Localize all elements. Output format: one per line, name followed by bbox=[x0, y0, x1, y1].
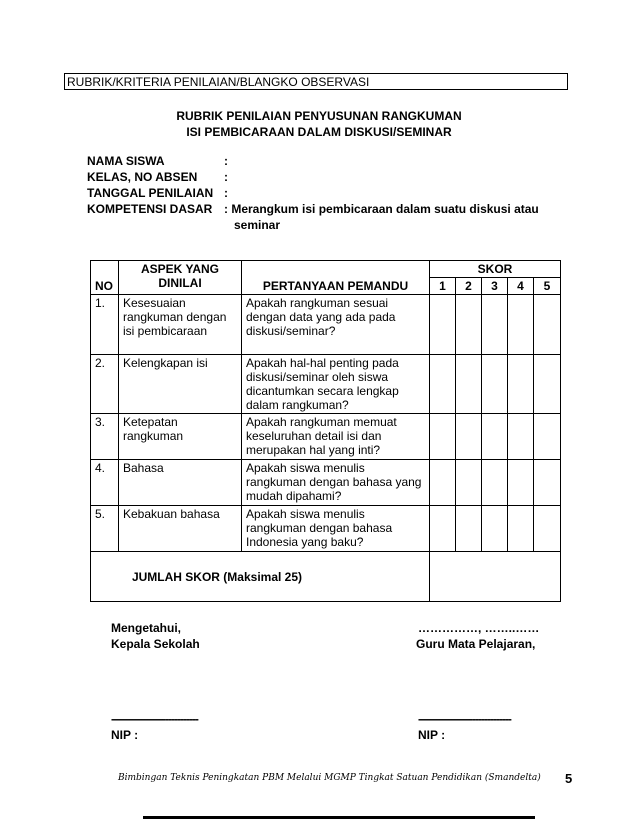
nama-siswa-label: NAMA SISWA bbox=[87, 154, 165, 168]
score-cell[interactable] bbox=[482, 460, 508, 506]
score-cell[interactable] bbox=[482, 506, 508, 552]
score-cell[interactable] bbox=[534, 355, 561, 414]
header-score-3: 3 bbox=[482, 278, 508, 295]
kelas-label: KELAS, NO ABSEN bbox=[87, 170, 198, 184]
place-date: ……………, ……..…… bbox=[418, 621, 540, 635]
header-score-4: 4 bbox=[508, 278, 534, 295]
score-cell[interactable] bbox=[508, 295, 534, 355]
score-cell[interactable] bbox=[430, 460, 456, 506]
row-aspek: Ketepatan rangkuman bbox=[119, 414, 242, 460]
score-cell[interactable] bbox=[430, 414, 456, 460]
kepala-sekolah-label: Kepala Sekolah bbox=[111, 637, 200, 651]
table-row bbox=[91, 355, 561, 414]
total-score-cell[interactable] bbox=[430, 552, 561, 602]
score-cell[interactable] bbox=[508, 506, 534, 552]
table-row bbox=[91, 460, 561, 506]
score-cell[interactable] bbox=[534, 414, 561, 460]
kelas-colon: : bbox=[224, 170, 228, 184]
row-aspek: Kesesuaian rangkuman dengan isi pembicaraan bbox=[119, 295, 242, 355]
score-cell[interactable] bbox=[456, 295, 482, 355]
total-row bbox=[91, 552, 561, 602]
total-label: JUMLAH SKOR (Maksimal 25) bbox=[91, 552, 430, 602]
rubric-table bbox=[90, 260, 561, 602]
right-nip-label: NIP : bbox=[418, 728, 446, 742]
header-skor: SKOR bbox=[430, 261, 561, 278]
left-nip-label: NIP : bbox=[111, 728, 139, 742]
row-no: 4. bbox=[91, 460, 119, 506]
bottom-divider bbox=[143, 816, 535, 819]
score-cell[interactable] bbox=[482, 414, 508, 460]
header-score-2: 2 bbox=[456, 278, 482, 295]
table-row bbox=[91, 295, 561, 355]
row-pertanyaan: Apakah siswa menulis rangkuman dengan bahasa Indonesia yang baku? bbox=[242, 506, 430, 552]
header-score-5: 5 bbox=[534, 278, 561, 295]
right-signature-line: ------------------------------- bbox=[418, 712, 511, 726]
header-no: NO bbox=[91, 261, 119, 295]
score-cell[interactable] bbox=[508, 355, 534, 414]
score-cell[interactable] bbox=[456, 414, 482, 460]
document-header: RUBRIK/KRITERIA PENILAIAN/BLANGKO OBSERVASI bbox=[64, 73, 568, 90]
tanggal-label: TANGGAL PENILAIAN bbox=[87, 186, 214, 200]
title-line-2: ISI PEMBICARAAN DALAM DISKUSI/SEMINAR bbox=[186, 125, 452, 139]
title-line-1: RUBRIK PENILAIAN PENYUSUNAN RANGKUMAN bbox=[176, 109, 462, 123]
header-pertanyaan: PERTANYAAN PEMANDU bbox=[242, 261, 430, 295]
score-cell[interactable] bbox=[456, 355, 482, 414]
row-no: 5. bbox=[91, 506, 119, 552]
kompetensi-value: : Merangkum isi pembicaraan dalam suatu diskusi atau bbox=[224, 202, 539, 216]
nama-siswa-colon: : bbox=[224, 154, 228, 168]
score-cell[interactable] bbox=[430, 355, 456, 414]
score-cell[interactable] bbox=[430, 295, 456, 355]
row-pertanyaan: Apakah rangkuman memuat keseluruhan detail isi dan merupakan hal yang inti? bbox=[242, 414, 430, 460]
mengetahui-label: Mengetahui, bbox=[111, 621, 182, 635]
score-cell[interactable] bbox=[430, 506, 456, 552]
score-cell[interactable] bbox=[482, 355, 508, 414]
header-aspek: ASPEK YANG DINILAI bbox=[119, 261, 242, 295]
header-score-1: 1 bbox=[430, 278, 456, 295]
row-no: 2. bbox=[91, 355, 119, 414]
row-aspek: Kebakuan bahasa bbox=[119, 506, 242, 552]
row-pertanyaan: Apakah hal-hal penting pada diskusi/seminar oleh siswa dicantumkan secara lengkap dalam rangkuman? bbox=[242, 355, 430, 414]
table-row bbox=[91, 506, 561, 552]
guru-label: Guru Mata Pelajaran, bbox=[416, 637, 536, 651]
row-pertanyaan: Apakah rangkuman sesuai dengan data yang ada pada diskusi/seminar? bbox=[242, 295, 430, 355]
kompetensi-value-cont: seminar bbox=[234, 218, 281, 232]
score-cell[interactable] bbox=[456, 460, 482, 506]
score-cell[interactable] bbox=[508, 414, 534, 460]
tanggal-colon: : bbox=[224, 186, 228, 200]
footer-text: Bimbingan Teknis Peningkatan PBM Melalui MGMP Tingkat Satuan Pendidikan (Smandelta) bbox=[118, 773, 541, 783]
row-no: 3. bbox=[91, 414, 119, 460]
row-no: 1. bbox=[91, 295, 119, 355]
table-row bbox=[91, 414, 561, 460]
row-aspek: Bahasa bbox=[119, 460, 242, 506]
page-number: 5 bbox=[565, 771, 573, 786]
score-cell[interactable] bbox=[534, 506, 561, 552]
score-cell[interactable] bbox=[482, 295, 508, 355]
score-cell[interactable] bbox=[534, 295, 561, 355]
kompetensi-label: KOMPETENSI DASAR bbox=[87, 202, 213, 216]
row-aspek: Kelengkapan isi bbox=[119, 355, 242, 414]
score-cell[interactable] bbox=[508, 460, 534, 506]
row-pertanyaan: Apakah siswa menulis rangkuman dengan bahasa yang mudah dipahami? bbox=[242, 460, 430, 506]
left-signature-line: ----------------------------- bbox=[111, 712, 198, 726]
score-cell[interactable] bbox=[456, 506, 482, 552]
score-cell[interactable] bbox=[534, 460, 561, 506]
